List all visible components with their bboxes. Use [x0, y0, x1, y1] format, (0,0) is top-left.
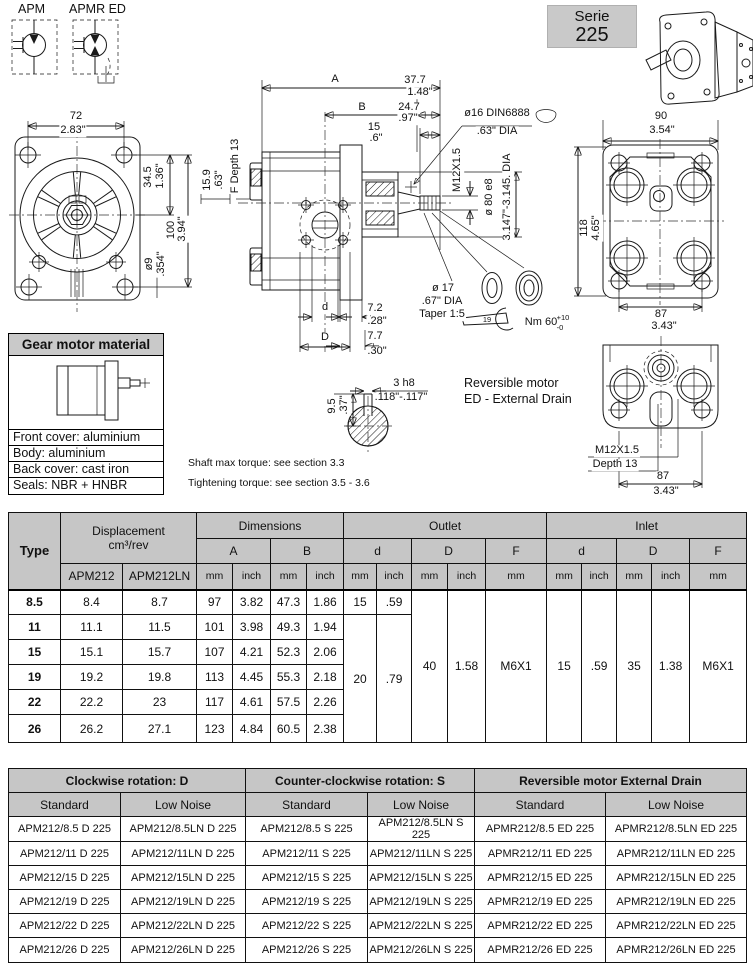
shaft-dia-callout-in: .67" DIA — [421, 295, 463, 308]
part-number-cell: APM212/19 S 225 — [246, 890, 368, 914]
part-number-cell: APMR212/15 ED 225 — [475, 866, 606, 890]
part-number-table — [8, 768, 747, 963]
cell: 23 — [123, 690, 197, 715]
sub-outlet-dd-header: D — [412, 539, 486, 564]
unit-mm: mm — [271, 564, 307, 590]
part-number-cell: APM212/8.5LN S 225 — [368, 817, 475, 842]
part-number-row — [9, 914, 747, 938]
part-number-cell: APMR212/22 ED 225 — [475, 914, 606, 938]
shaft-dia-callout: ø 17 — [431, 282, 455, 295]
pilot-dia-in: 3.147"-3.145. DIA — [501, 153, 514, 241]
dim-b-label: B — [358, 101, 366, 114]
part-number-cell: APM212/15LN D 225 — [121, 866, 246, 890]
part-number-row — [9, 890, 747, 914]
cell: 101 — [197, 615, 233, 640]
cell: 117 — [197, 690, 233, 715]
cell: 3.98 — [233, 615, 271, 640]
cell: 97 — [197, 590, 233, 615]
dim-off1-mm: 7.2 — [367, 302, 383, 315]
group-clockwise-header: Clockwise rotation: D — [9, 769, 246, 793]
part-number-row — [9, 817, 747, 842]
merged-cell: 40 — [412, 590, 448, 743]
unit-inch: inch — [448, 564, 486, 590]
torque-tol-plus: +10 — [556, 313, 570, 323]
apmr-ed-hydraulic-symbol — [73, 20, 118, 83]
unit-inch: inch — [377, 564, 412, 590]
sub-inlet-f-header: F — [690, 539, 747, 564]
merged-cell: 35 — [617, 590, 652, 743]
dim-boltv-mm: 34.5 — [142, 166, 155, 188]
pilot-dia-mm: ø 80 e8 — [483, 178, 496, 216]
displacement-label: Displacement — [92, 524, 165, 538]
dim-pilot-mm: 15.9 — [201, 169, 214, 191]
part-number-cell: APMR212/19 ED 225 — [475, 890, 606, 914]
part-number-cell: APM212/22 D 225 — [9, 914, 121, 938]
cell: 2.18 — [307, 665, 344, 690]
part-number-cell: APM212/8.5 S 225 — [246, 817, 368, 842]
cell: 107 — [197, 640, 233, 665]
cell: 49.3 — [271, 615, 307, 640]
part-number-cell: APM212/15LN S 225 — [368, 866, 475, 890]
torque-value: Nm 60 — [524, 316, 558, 329]
dim-hole-dia: ø9 — [143, 257, 156, 271]
material-box — [8, 333, 164, 495]
sub-inlet-d-header: d — [547, 539, 617, 564]
front-view-drawing — [9, 121, 250, 312]
rear-width-mm: 90 — [654, 110, 668, 123]
cell: 1.86 — [307, 590, 344, 615]
cell: 26.2 — [61, 715, 123, 743]
part-number-cell: APMR212/19LN ED 225 — [606, 890, 747, 914]
cell: 55.3 — [271, 665, 307, 690]
cell: 15.1 — [61, 640, 123, 665]
dim-hole-dia-in: .354" — [155, 251, 168, 277]
table-row — [9, 590, 747, 615]
col-apm212ln-header: APM212LN — [123, 564, 197, 590]
sub-lownoise-header: Low Noise — [606, 793, 747, 817]
washer-and-nut — [482, 271, 542, 305]
rear-height-in: 4.65" — [590, 215, 603, 241]
sub-a-header: A — [197, 539, 271, 564]
part-number-cell: APM212/11LN S 225 — [368, 842, 475, 866]
cell: .59 — [377, 590, 412, 615]
wrench-size-label: 19 — [482, 315, 492, 325]
unit-inch: inch — [307, 564, 344, 590]
merged-cell: .59 — [582, 590, 617, 743]
merged-cell: 1.38 — [652, 590, 690, 743]
sub-lownoise-header: Low Noise — [121, 793, 246, 817]
serie-number: 225 — [575, 24, 609, 46]
dim-dd-label: D — [321, 331, 329, 344]
dim-lenb-in: .97" — [398, 112, 418, 125]
group-reversible-header: Reversible motor External Drain — [475, 769, 747, 793]
cell: 15 — [344, 590, 377, 615]
type-cell: 22 — [9, 690, 61, 715]
rear-bolt-mm: 87 — [654, 308, 668, 321]
type-cell: 15 — [9, 640, 61, 665]
cell: 4.21 — [233, 640, 271, 665]
serie-badge — [547, 5, 637, 48]
drain-bolt-mm: 87 — [656, 470, 670, 483]
cell: 47.3 — [271, 590, 307, 615]
part-number-cell: APM212/19LN D 225 — [121, 890, 246, 914]
unit-mm: mm — [547, 564, 582, 590]
dim-width-in: 2.83" — [60, 124, 86, 137]
cell: 2.38 — [307, 715, 344, 743]
drain-bolt-in: 3.43" — [653, 485, 679, 498]
type-cell: 26 — [9, 715, 61, 743]
drain-thread-callout: M12X1.5 — [594, 444, 640, 457]
cell: 8.4 — [61, 590, 123, 615]
note-shaft-torque: Shaft max torque: see section 3.3 — [188, 457, 345, 469]
part-number-cell: APM212/22LN S 225 — [368, 914, 475, 938]
product-photo — [646, 12, 753, 104]
part-number-cell: APM212/19 D 225 — [9, 890, 121, 914]
key-height-mm: 9.5 — [326, 398, 339, 414]
material-box-title: Gear motor material — [9, 334, 163, 356]
cell: 4.61 — [233, 690, 271, 715]
cell: 8.7 — [123, 590, 197, 615]
merged-cell: M6X1 — [486, 590, 547, 743]
dim-threadlen-in: .6" — [369, 132, 383, 145]
part-number-cell: APMR212/22LN ED 225 — [606, 914, 747, 938]
material-row-body: Body: aluminium — [9, 446, 163, 462]
cell: 11.5 — [123, 615, 197, 640]
part-number-cell: APM212/15 D 225 — [9, 866, 121, 890]
part-number-cell: APM212/26 S 225 — [246, 938, 368, 963]
part-number-cell: APMR212/26 ED 225 — [475, 938, 606, 963]
cell: 113 — [197, 665, 233, 690]
material-row-back-cover: Back cover: cast iron — [9, 462, 163, 478]
part-number-cell: APM212/26 D 225 — [9, 938, 121, 963]
woodruff-key-callout-in: .63" DIA — [476, 125, 518, 138]
cell: 4.45 — [233, 665, 271, 690]
part-number-row — [9, 938, 747, 963]
apm-symbol-label: APM — [18, 2, 46, 16]
dim-height-in: 3.94" — [176, 216, 189, 242]
part-number-cell: APMR212/8.5 ED 225 — [475, 817, 606, 842]
part-number-cell: APM212/19LN S 225 — [368, 890, 475, 914]
group-dimensions-header: Dimensions — [197, 513, 344, 539]
unit-mm: mm — [412, 564, 448, 590]
part-number-cell: APMR212/8.5LN ED 225 — [606, 817, 747, 842]
sub-standard-header: Standard — [246, 793, 368, 817]
unit-inch: inch — [233, 564, 271, 590]
part-number-cell: APM212/8.5LN D 225 — [121, 817, 246, 842]
part-number-cell: APM212/26LN S 225 — [368, 938, 475, 963]
part-number-cell: APMR212/11 ED 225 — [475, 842, 606, 866]
material-box-drawing-area — [9, 356, 163, 430]
unit-mm: mm — [344, 564, 377, 590]
type-cell: 11 — [9, 615, 61, 640]
apm-hydraulic-symbol — [12, 20, 57, 74]
unit-inch: inch — [582, 564, 617, 590]
sub-standard-header: Standard — [9, 793, 121, 817]
rear-bolt-in: 3.43" — [651, 320, 677, 333]
dim-off2-mm: 7.7 — [367, 330, 383, 343]
part-number-cell: APM212/22LN D 225 — [121, 914, 246, 938]
displacement-unit: cm³/rev — [108, 538, 149, 552]
cell: 11.1 — [61, 615, 123, 640]
cell: 2.06 — [307, 640, 344, 665]
part-number-cell: APM212/8.5 D 225 — [9, 817, 121, 842]
key-height-in: .37" — [338, 395, 351, 415]
torque-tol-minus: -0 — [556, 323, 564, 333]
col-apm212-header: APM212 — [61, 564, 123, 590]
part-number-cell: APMR212/26LN ED 225 — [606, 938, 747, 963]
key-width-mm: 3 h8 — [393, 377, 415, 390]
part-number-cell: APM212/22 S 225 — [246, 914, 368, 938]
unit-mm: mm — [197, 564, 233, 590]
dim-pilot-in: .63" — [213, 170, 226, 190]
spec-table — [8, 512, 747, 743]
reversible-note-line2: ED - External Drain — [464, 392, 572, 406]
merged-cell: M6X1 — [690, 590, 747, 743]
cell: 19.8 — [123, 665, 197, 690]
cell: 52.3 — [271, 640, 307, 665]
dim-boltv-in: 1.36" — [154, 163, 167, 189]
material-row-front-cover: Front cover: aluminium — [9, 430, 163, 446]
rear-height-mm: 118 — [578, 219, 591, 237]
dim-lena-in: 1.48" — [407, 86, 433, 99]
dim-off1-in: .28" — [367, 315, 387, 328]
cell: 19.2 — [61, 665, 123, 690]
cell: 4.84 — [233, 715, 271, 743]
unit-mm: mm — [486, 564, 547, 590]
part-number-cell: APM212/15 S 225 — [246, 866, 368, 890]
part-number-row — [9, 842, 747, 866]
shaft-thread-callout: M12X1.5 — [451, 147, 464, 193]
thread-depth-note: F Depth 13 — [229, 138, 242, 194]
reversible-note-line1: Reversible motor — [464, 376, 559, 390]
note-tightening-torque: Tightening torque: see section 3.5 - 3.6 — [188, 477, 370, 489]
merged-cell: 1.58 — [448, 590, 486, 743]
material-row-seals: Seals: NBR + HNBR — [13, 478, 128, 492]
unit-mm: mm — [617, 564, 652, 590]
dim-lena-mm: 37.7 — [404, 74, 426, 87]
port-bolt-circles — [298, 197, 351, 248]
part-number-cell: APM212/11LN D 225 — [121, 842, 246, 866]
part-number-cell: APM212/11 D 225 — [9, 842, 121, 866]
part-number-cell: APM212/26LN D 225 — [121, 938, 246, 963]
sub-lownoise-header: Low Noise — [368, 793, 475, 817]
serie-label: Serie — [574, 8, 610, 25]
type-cell: 19 — [9, 665, 61, 690]
merged-cell: 15 — [547, 590, 582, 743]
key-width-in: .118"-.117" — [374, 391, 428, 404]
sub-standard-header: Standard — [475, 793, 606, 817]
cell: 123 — [197, 715, 233, 743]
cell: 22.2 — [61, 690, 123, 715]
dim-a-label: A — [331, 73, 339, 86]
dim-lenb-mm: 24.7 — [398, 101, 420, 114]
merged-cell: .79 — [377, 615, 412, 743]
cell: 1.94 — [307, 615, 344, 640]
part-number-row — [9, 866, 747, 890]
group-inlet-header: Inlet — [547, 513, 747, 539]
dim-off2-in: .30" — [367, 345, 387, 358]
cell: 57.5 — [271, 690, 307, 715]
dim-width-mm: 72 — [69, 110, 83, 123]
part-number-cell: APMR212/15LN ED 225 — [606, 866, 747, 890]
sub-b-header: B — [271, 539, 344, 564]
part-number-cell: APMR212/11LN ED 225 — [606, 842, 747, 866]
apmr-symbol-label: APMR ED — [69, 2, 126, 16]
col-displacement-header — [61, 513, 197, 564]
part-number-cell: APM212/11 S 225 — [246, 842, 368, 866]
taper-callout: Taper 1:5 — [419, 308, 465, 321]
sub-inlet-dd-header: D — [617, 539, 690, 564]
rear-width-in: 3.54" — [649, 124, 675, 137]
cell: 2.26 — [307, 690, 344, 715]
col-type-header: Type — [9, 513, 61, 590]
cell: 15.7 — [123, 640, 197, 665]
unit-mm: mm — [690, 564, 747, 590]
drain-depth-callout: Depth 13 — [592, 458, 638, 471]
cell: 3.82 — [233, 590, 271, 615]
dim-d-label: d — [321, 301, 329, 314]
dim-threadlen-mm: 15 — [367, 121, 381, 134]
type-cell: 8.5 — [9, 590, 61, 615]
unit-inch: inch — [652, 564, 690, 590]
cell: 27.1 — [123, 715, 197, 743]
dim-height-mm: 100 — [165, 220, 178, 240]
rear-view-gear-bores — [606, 164, 715, 279]
sub-outlet-d-header: d — [344, 539, 412, 564]
cell: 60.5 — [271, 715, 307, 743]
woodruff-key-callout: ø16 DIN6888 — [464, 107, 530, 120]
group-counterclockwise-header: Counter-clockwise rotation: S — [246, 769, 475, 793]
sub-outlet-f-header: F — [486, 539, 547, 564]
group-outlet-header: Outlet — [344, 513, 547, 539]
merged-cell: 20 — [344, 615, 377, 743]
